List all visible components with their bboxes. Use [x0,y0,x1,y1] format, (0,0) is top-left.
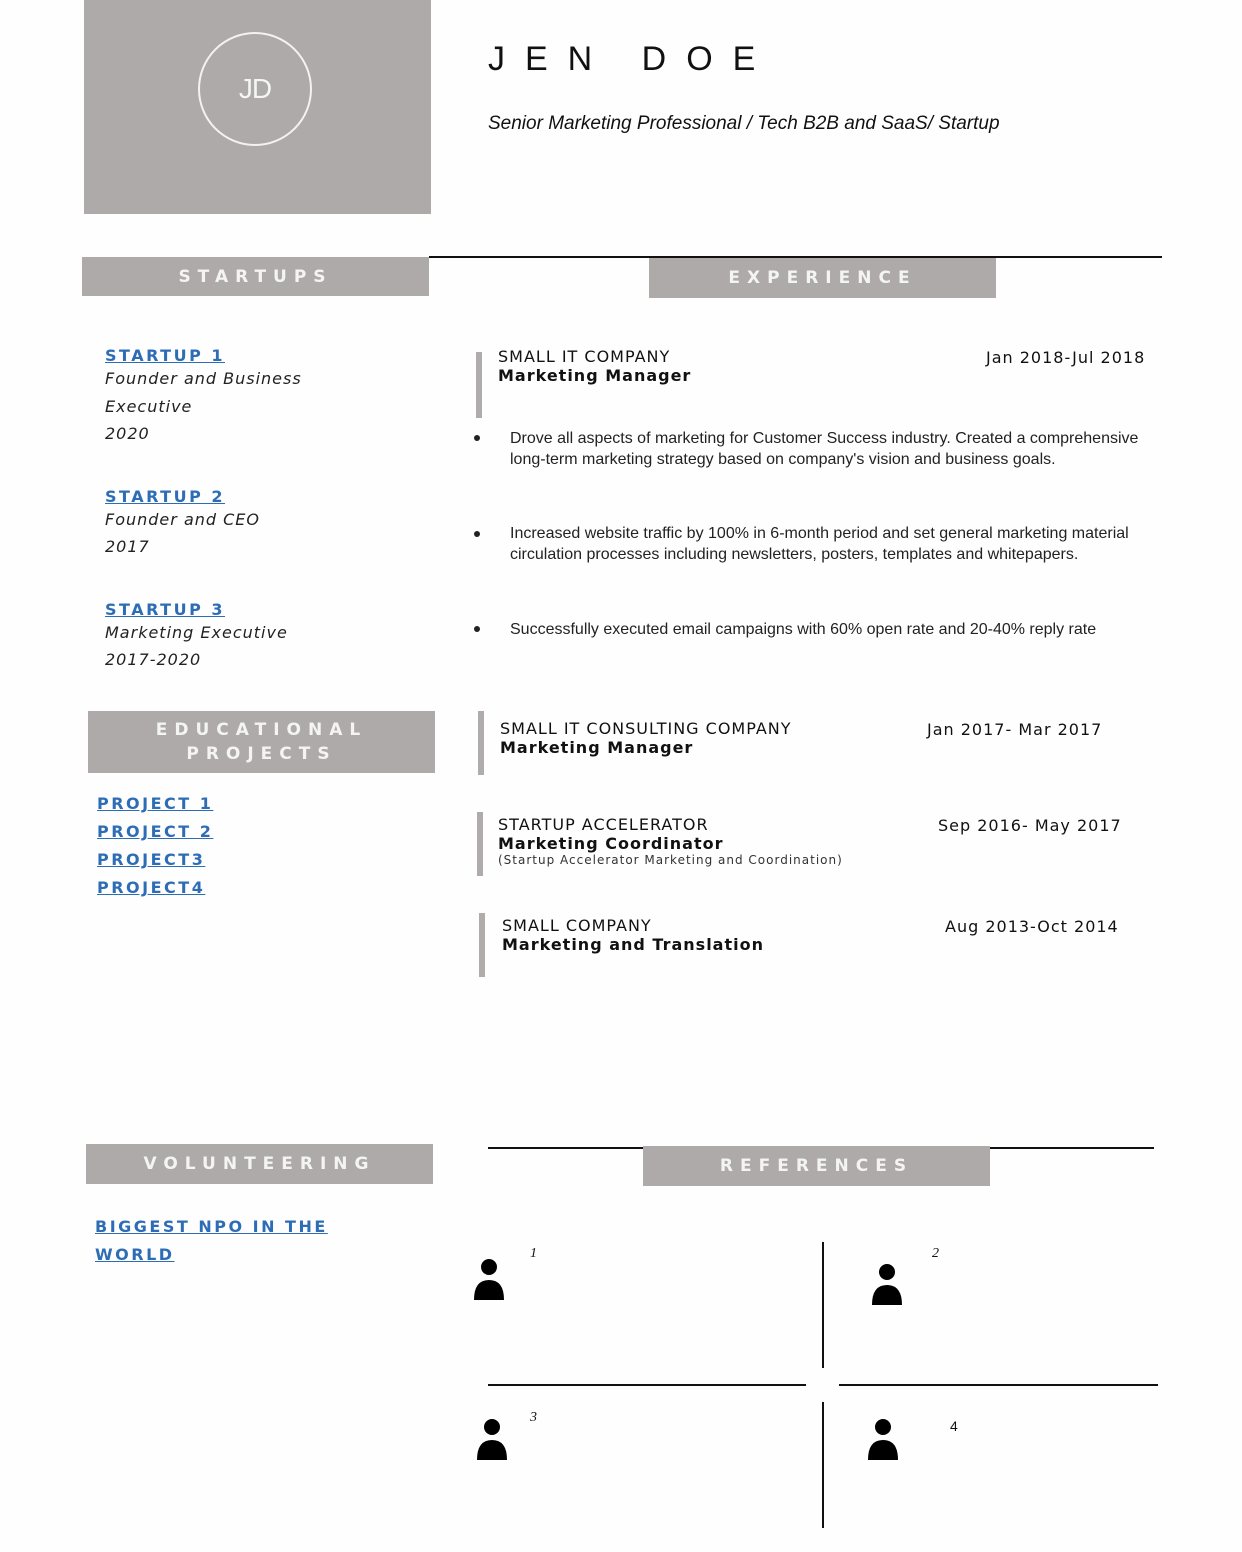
startup-entry [105,487,260,560]
job-marker-bar [479,913,485,977]
volunteering-link[interactable]: BIGGEST NPO IN THE [95,1217,328,1236]
startup-link-3[interactable]: STARTUP 3 [105,600,226,619]
startup-role-cont: Executive [105,397,193,416]
bullet-dot [474,531,480,537]
job-marker-bar [478,711,484,775]
startup-entry [105,600,288,673]
startup-link-1[interactable]: STARTUP 1 [105,346,226,365]
job-role: Marketing Manager [498,366,692,385]
reference-number: 2 [932,1246,939,1261]
job-dates: Jan 2018-Jul 2018 [986,348,1146,367]
reference-number: 3 [530,1410,537,1425]
job-company: SMALL IT CONSULTING COMPANY [500,719,792,738]
startups-section-header [82,257,429,296]
job-note: (Startup Accelerator Marketing and Coordination) [498,853,843,867]
job-bullet: Successfully executed email campaigns with 60% open rate and 20-40% reply rate [510,621,1097,638]
volunteering-entry [95,1213,328,1269]
experience-heading: EXPERIENCE [728,268,917,288]
references-section-header [643,1146,990,1186]
reference-number: 4 [950,1418,958,1434]
startup-role: Marketing Executive [105,623,288,642]
startup-link-2[interactable]: STARTUP 2 [105,487,226,506]
project-link-2[interactable]: PROJECT 2 [97,822,214,841]
educational-projects-section-header [88,711,435,773]
job-role: Marketing and Translation [502,935,764,954]
person-icon [472,1258,506,1306]
experience-section-header [649,258,996,298]
volunteering-link-cont[interactable]: WORLD [95,1245,175,1264]
project-link-4[interactable]: PROJECT4 [97,878,206,897]
job-role: Marketing Coordinator [498,834,724,853]
startup-role: Founder and CEO [105,510,260,529]
startups-heading: STARTUPS [178,266,333,287]
job-company: SMALL IT COMPANY [498,347,671,366]
startup-year: 2017-2020 [105,650,202,669]
grid-divider [488,1384,806,1386]
project-link-1[interactable]: PROJECT 1 [97,794,214,813]
job-dates: Sep 2016- May 2017 [938,816,1122,835]
avatar [198,32,312,146]
job-entry [502,916,764,954]
projects-list [97,790,213,902]
job-marker-bar [477,812,483,876]
job-dates: Jan 2017- Mar 2017 [927,720,1103,739]
job-entry [498,347,691,385]
job-marker-bar [476,352,482,418]
educational-heading-line1: EDUCATIONAL [155,720,368,740]
grid-divider [822,1402,824,1528]
person-icon [475,1418,509,1466]
educational-heading-line2: PROJECTS [186,744,337,764]
references-heading: REFERENCES [719,1156,914,1176]
startup-entry [105,346,302,447]
grid-divider [822,1242,824,1368]
job-bullet: Drove all aspects of marketing for Customer Success industry. Created a comprehensive long-term marketing strategy based on company's vision and business goals. [510,430,1139,468]
avatar-initials: JD [238,73,272,104]
job-role: Marketing Manager [500,738,694,757]
job-entry [498,815,843,867]
candidate-title: Senior Marketing Professional / Tech B2B and SaaS/ Startup [488,113,1000,134]
bullet-dot [474,626,480,632]
job-company: SMALL COMPANY [502,916,652,935]
job-dates: Aug 2013-Oct 2014 [945,917,1119,936]
job-entry [500,719,792,757]
person-icon [870,1263,904,1311]
volunteering-heading: VOLUNTEERING [143,1154,376,1174]
startup-year: 2017 [105,537,150,556]
person-icon [866,1418,900,1466]
volunteering-section-header [86,1144,433,1184]
grid-divider [839,1384,1158,1386]
job-bullet: Increased website traffic by 100% in 6-month period and set general marketing material circulation processes including newsletters, posters, templates and whitepapers. [510,525,1129,563]
project-link-3[interactable]: PROJECT3 [97,850,206,869]
bullet-dot [474,435,480,441]
startup-role: Founder and Business [105,369,302,388]
reference-number: 1 [530,1246,537,1261]
job-company: STARTUP ACCELERATOR [498,815,709,834]
candidate-name: JEN DOE [488,40,776,78]
startup-year: 2020 [105,424,150,443]
